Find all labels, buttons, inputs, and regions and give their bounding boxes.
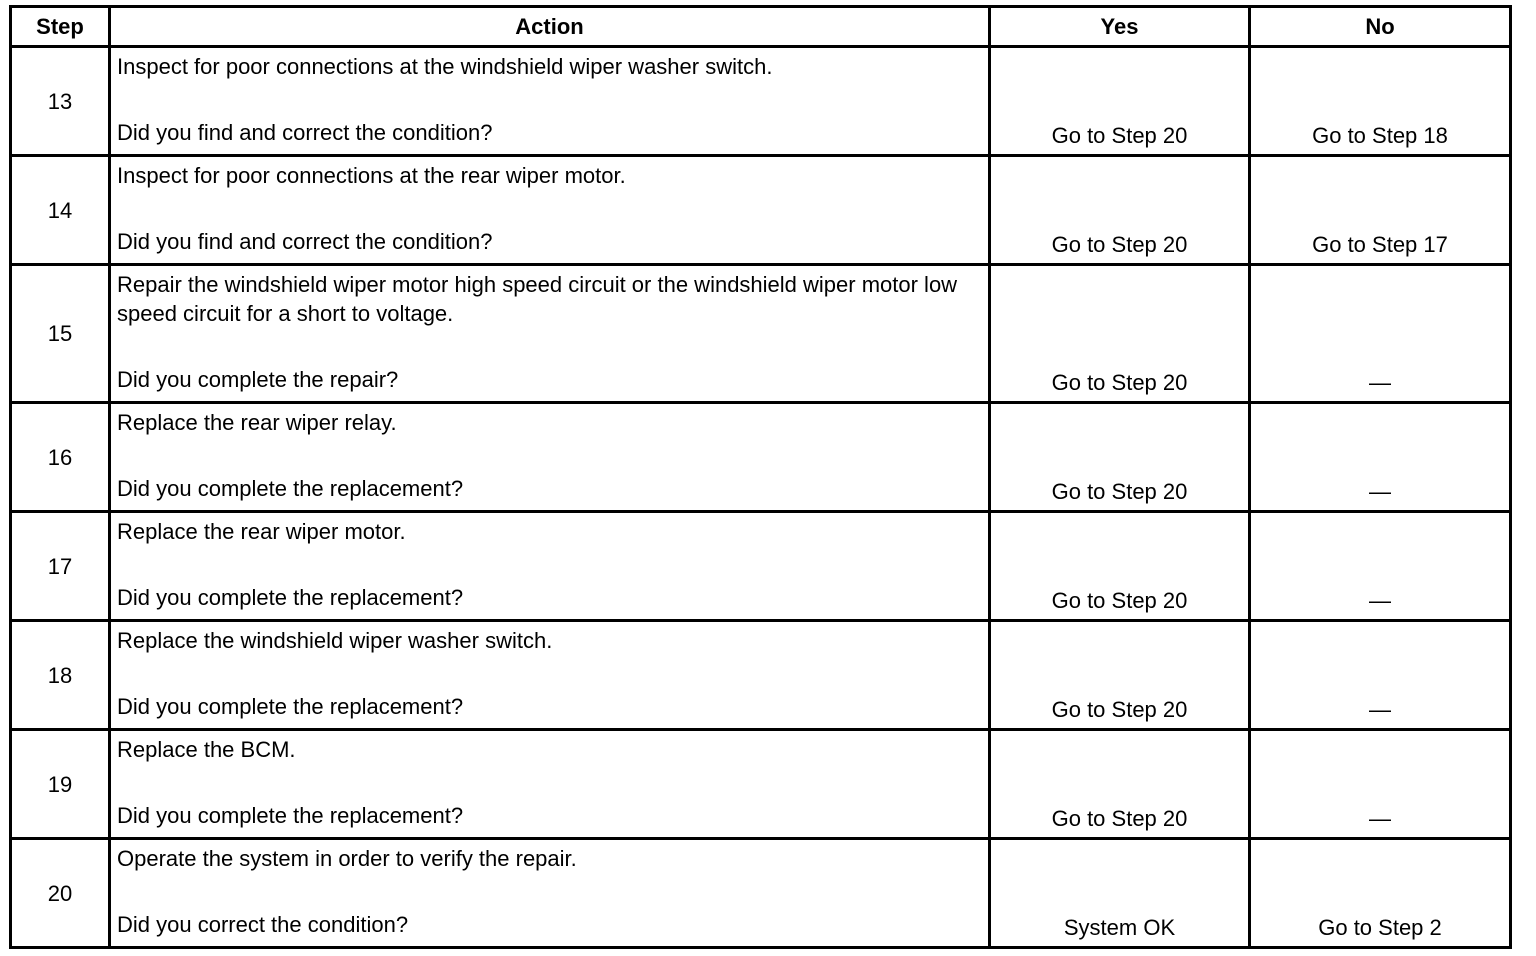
action-question: Did you complete the replacement? bbox=[117, 694, 464, 719]
step-number: 14 bbox=[11, 156, 110, 265]
action-cell bbox=[110, 621, 990, 730]
column-header-step: Step bbox=[11, 7, 110, 47]
step-number: 20 bbox=[11, 839, 110, 948]
column-header-action: Action bbox=[110, 7, 990, 47]
table-row bbox=[11, 730, 1511, 839]
action-question: Did you find and correct the condition? bbox=[117, 120, 493, 145]
yes-result: Go to Step 20 bbox=[990, 156, 1250, 265]
step-number: 17 bbox=[11, 512, 110, 621]
yes-result: Go to Step 20 bbox=[990, 265, 1250, 403]
action-question: Did you complete the replacement? bbox=[117, 476, 464, 501]
action-instruction: Replace the rear wiper motor. bbox=[117, 519, 406, 544]
step-number: 19 bbox=[11, 730, 110, 839]
action-question: Did you correct the condition? bbox=[117, 912, 409, 937]
action-question: Did you complete the replacement? bbox=[117, 585, 464, 610]
action-instruction: Replace the BCM. bbox=[117, 737, 296, 762]
yes-result: Go to Step 20 bbox=[990, 621, 1250, 730]
column-header-no: No bbox=[1250, 7, 1511, 47]
step-number: 15 bbox=[11, 265, 110, 403]
yes-result: Go to Step 20 bbox=[990, 512, 1250, 621]
table-row bbox=[11, 156, 1511, 265]
action-instruction: Operate the system in order to verify the repair. bbox=[117, 846, 577, 871]
action-instruction: Replace the windshield wiper washer switch. bbox=[117, 628, 553, 653]
yes-result: Go to Step 20 bbox=[990, 403, 1250, 512]
no-result: Go to Step 18 bbox=[1250, 47, 1511, 156]
action-cell bbox=[110, 265, 990, 403]
table-header-row bbox=[11, 7, 1511, 47]
action-cell bbox=[110, 512, 990, 621]
column-header-yes: Yes bbox=[990, 7, 1250, 47]
step-number: 13 bbox=[11, 47, 110, 156]
yes-result: Go to Step 20 bbox=[990, 47, 1250, 156]
no-result: — bbox=[1250, 512, 1511, 621]
action-cell bbox=[110, 47, 990, 156]
no-result: — bbox=[1250, 265, 1511, 403]
action-cell bbox=[110, 156, 990, 265]
step-number: 18 bbox=[11, 621, 110, 730]
action-instruction: Inspect for poor connections at the windshield wiper washer switch. bbox=[117, 54, 773, 79]
no-result: — bbox=[1250, 403, 1511, 512]
action-instruction: Replace the rear wiper relay. bbox=[117, 410, 397, 435]
table-row bbox=[11, 621, 1511, 730]
table-row bbox=[11, 512, 1511, 621]
no-result: — bbox=[1250, 730, 1511, 839]
action-cell bbox=[110, 730, 990, 839]
action-question: Did you complete the replacement? bbox=[117, 803, 464, 828]
action-instruction: Repair the windshield wiper motor high speed circuit or the windshield wiper motor low speed circuit for a short to voltage. bbox=[117, 272, 964, 326]
table-row bbox=[11, 265, 1511, 403]
no-result: Go to Step 17 bbox=[1250, 156, 1511, 265]
no-result: — bbox=[1250, 621, 1511, 730]
table-row bbox=[11, 839, 1511, 948]
action-cell bbox=[110, 403, 990, 512]
yes-result: System OK bbox=[990, 839, 1250, 948]
table-row bbox=[11, 47, 1511, 156]
diagnostic-steps-table bbox=[9, 5, 1512, 949]
no-result: Go to Step 2 bbox=[1250, 839, 1511, 948]
action-question: Did you complete the repair? bbox=[117, 367, 399, 392]
action-question: Did you find and correct the condition? bbox=[117, 229, 493, 254]
action-instruction: Inspect for poor connections at the rear wiper motor. bbox=[117, 163, 626, 188]
yes-result: Go to Step 20 bbox=[990, 730, 1250, 839]
action-cell bbox=[110, 839, 990, 948]
step-number: 16 bbox=[11, 403, 110, 512]
table-row bbox=[11, 403, 1511, 512]
